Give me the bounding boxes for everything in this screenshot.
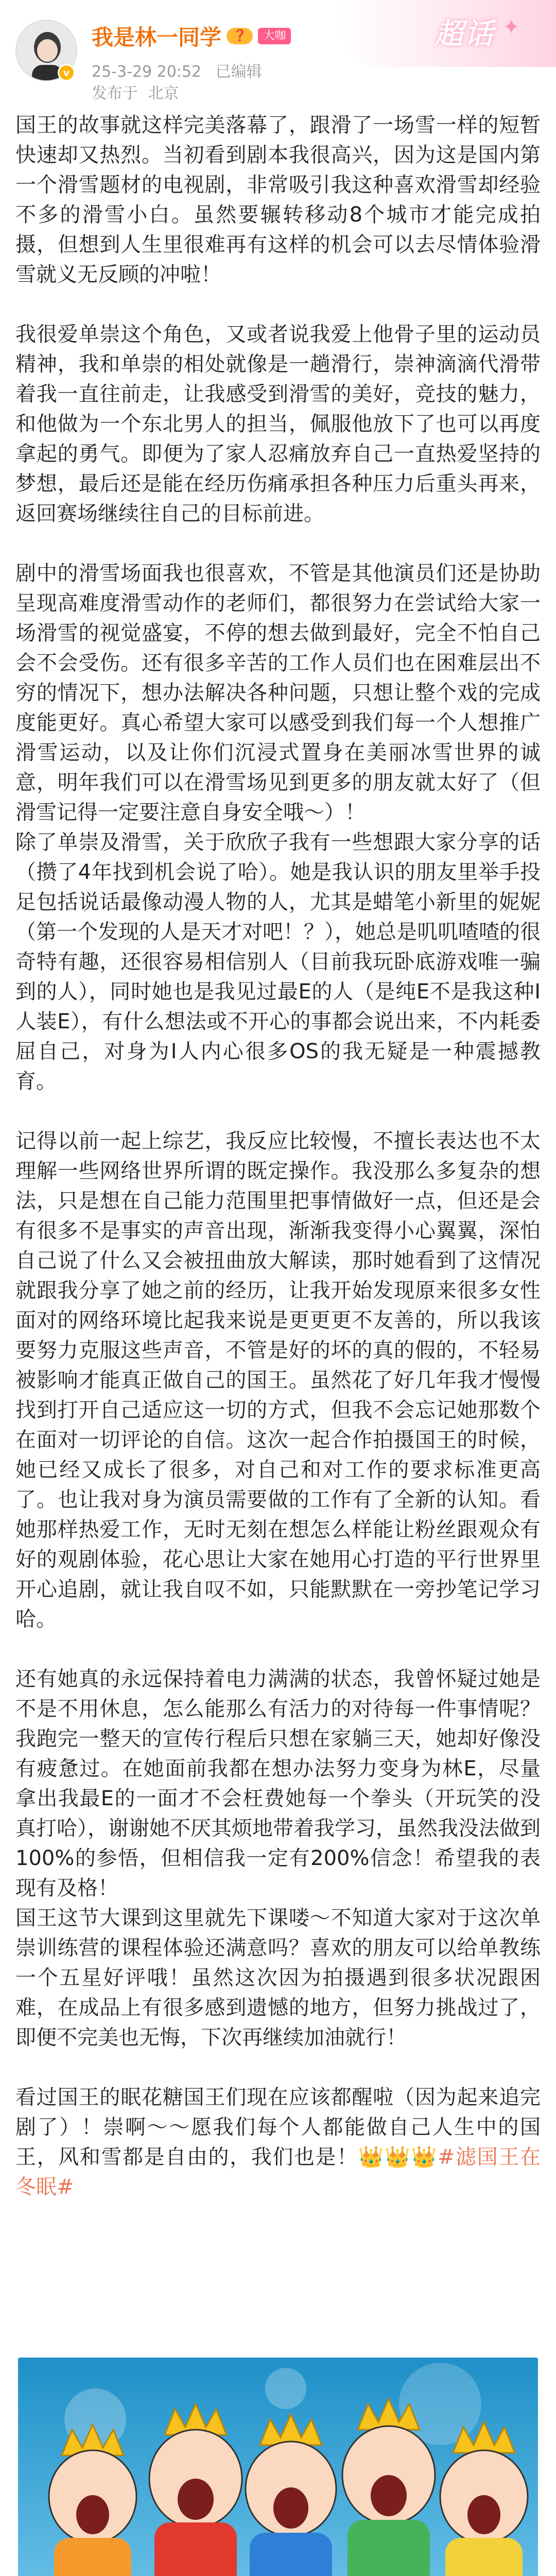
sparkle-icon: ✦	[502, 15, 520, 39]
edited-label[interactable]: 已编辑	[215, 63, 262, 81]
post-paragraph	[15, 2082, 541, 2202]
post-header	[0, 0, 556, 103]
post-paragraph: 记得以前一起上综艺，我反应比较慢，不擅长表达也不太理解一些网络世界所谓的既定操作。我没那么多复杂的想法，只是想在自己能力范围里把事情做好一点，但还是会有很多不是事实的声音出现，渐渐我变得小心翼翼，深怕自己说了什么又会被扭曲放大解读，那时她看到了这情况就跟我分享了她之前的经历，让我开始发现原来很多女性面对的网络环境比起我来说是更更更不友善的，所以我该要努力克服这些声音，不管是好的坏的真的假的，不轻易被影响才能真正做自己的国王。虽然花了好几年我才慢慢找到打开自己适应这一切的方式，但我不会忘记她那数个在面对一切评论的自信。这次一起合作拍摄国王的时候，她已经又成长了很多，对自己和对工作的要求标准更高了。也让我对身为演员需要做的工作有了全新的认知。看她那样热爱工作，无时无刻在想怎么样能让粉丝跟观众有好的观剧体验，花心思让大家在她用心打造的平行世界里开心追剧，就让我自叹不如，只能默默在一旁抄笔记学习哈。	[15, 1129, 541, 1631]
member-badge[interactable]: 大咖	[258, 28, 291, 44]
hashtag-link[interactable]: #滤国王在冬眠#	[15, 2145, 541, 2199]
post-image[interactable]	[18, 2358, 538, 2576]
cartoon-kings-image	[18, 2358, 538, 2576]
post-paragraph: 国王的故事就这样完美落幕了，跟滑了一场雪一样的短暂快速却又热烈。当初看到剧本我很高兴，因为这是国内第一个滑雪题材的电视剧，非常吸引我这种喜欢滑雪却经验不多的滑雪小白。虽然要辗转移动8个城市才能完成拍摄，但想到人生里很难再有这样的机会可以去尽情体验滑雪就义无反顾的冲啦！	[15, 113, 541, 286]
timestamp: 25-3-29 20:52	[92, 63, 202, 81]
username[interactable]: 我是林一同学	[92, 25, 222, 50]
super-topic-label: 超话	[435, 17, 494, 51]
post-meta	[92, 59, 271, 81]
post-paragraph: 我很爱单崇这个角色，又或者说我爱上他骨子里的运动员精神，我和单崇的相处就像是一趟滑行，崇神滴滴代滑带着我一直往前走，让我感受到滑雪的美好，竞技的魅力，和他做为一个东北男人的担当，佩服他放下了也可以再度拿起的勇气。即便为了家人忍痛放弃自己一直热爱坚持的梦想，最后还是能在经历伤痛承担各种压力后重头再来，返回赛场继续往自己的目标前进。	[15, 323, 541, 526]
post-paragraph: 除了单崇及滑雪，关于欣欣子我有一些想跟大家分享的话（攒了4年找到机会说了哈）。她是我认识的朋友里举手投足包括说话最像动漫人物的人，尤其是蜡笔小新里的妮妮（第一个发现的人是天才对吧！？），她总是叽叽喳喳的很奇特有趣，还很容易相信别人（目前我玩卧底游戏唯一骗到的人），同时她也是我见过最E的人（是纯E不是我这种I人装E），有什么想法或不开心的事都会说出来，不内耗委屈自己，对身为I人内心很多OS的我无疑是一种震撼教育。	[15, 831, 541, 1093]
source-prefix: 发布于	[92, 84, 138, 103]
post-paragraph: 国王这节大课到这里就先下课喽～不知道大家对于这次单崇训练营的课程体验还满意吗？喜欢的朋友可以给单教练一个五星好评哦！虽然这次因为拍摄遇到很多状况跟困难，在成品上有很多感到遗憾的地方，但努力挑战过了，即便不完美也无悔，下次再继续加油就行！	[15, 1906, 541, 2049]
location: 北京	[148, 84, 179, 103]
post-body	[15, 110, 541, 2232]
post-paragraph: 还有她真的永远保持着电力满满的状态，我曾怀疑过她是不是不用休息，怎么能那么有活力的对待每一件事情呢？我跑完一整天的宣传行程后只想在家躺三天，她却好像没有疲惫过。在她面前我都在想办法努力变身为林E，尽量拿出我最E的一面才不会枉费她每一个拳头（开玩笑的没真打哈），谢谢她不厌其烦地带着我学习，虽然我没法做到100%的参悟，但相信我一定有200%信念！希望我的表现有及格！	[15, 1667, 541, 1900]
post-final-text: 看过国王的眠花糖国王们现在应该都醒啦（因为起来追完剧了）！崇啊～～愿我们每个人都能做自己人生中的国王，风和雪都是自由的，我们也是！👑👑👑	[15, 2086, 541, 2169]
header-decoration	[340, 0, 556, 67]
verified-badge-icon: v	[58, 64, 75, 81]
post-source	[92, 80, 184, 103]
post-paragraph: 剧中的滑雪场面我也很喜欢，不管是其他演员们还是协助呈现高难度滑雪动作的老师们，都很努力在尝试给大家一场滑雪的视觉盛宴，不停的想去做到最好，完全不怕自己会不会受伤。还有很多辛苦的工作人员们也在困难层出不穷的情况下，想办法解决各种问题，只想让整个戏的完成度能更好。真心希望大家可以感受到我们每一个人想推广滑雪运动，以及让你们沉浸式置身在美丽冰雪世界的诚意，明年我们可以在滑雪场见到更多的朋友就太好了（但滑雪记得一定要注意自身安全哦～）！	[15, 562, 541, 824]
user-line	[92, 21, 291, 52]
rank-badge[interactable]: ❓	[227, 28, 253, 44]
